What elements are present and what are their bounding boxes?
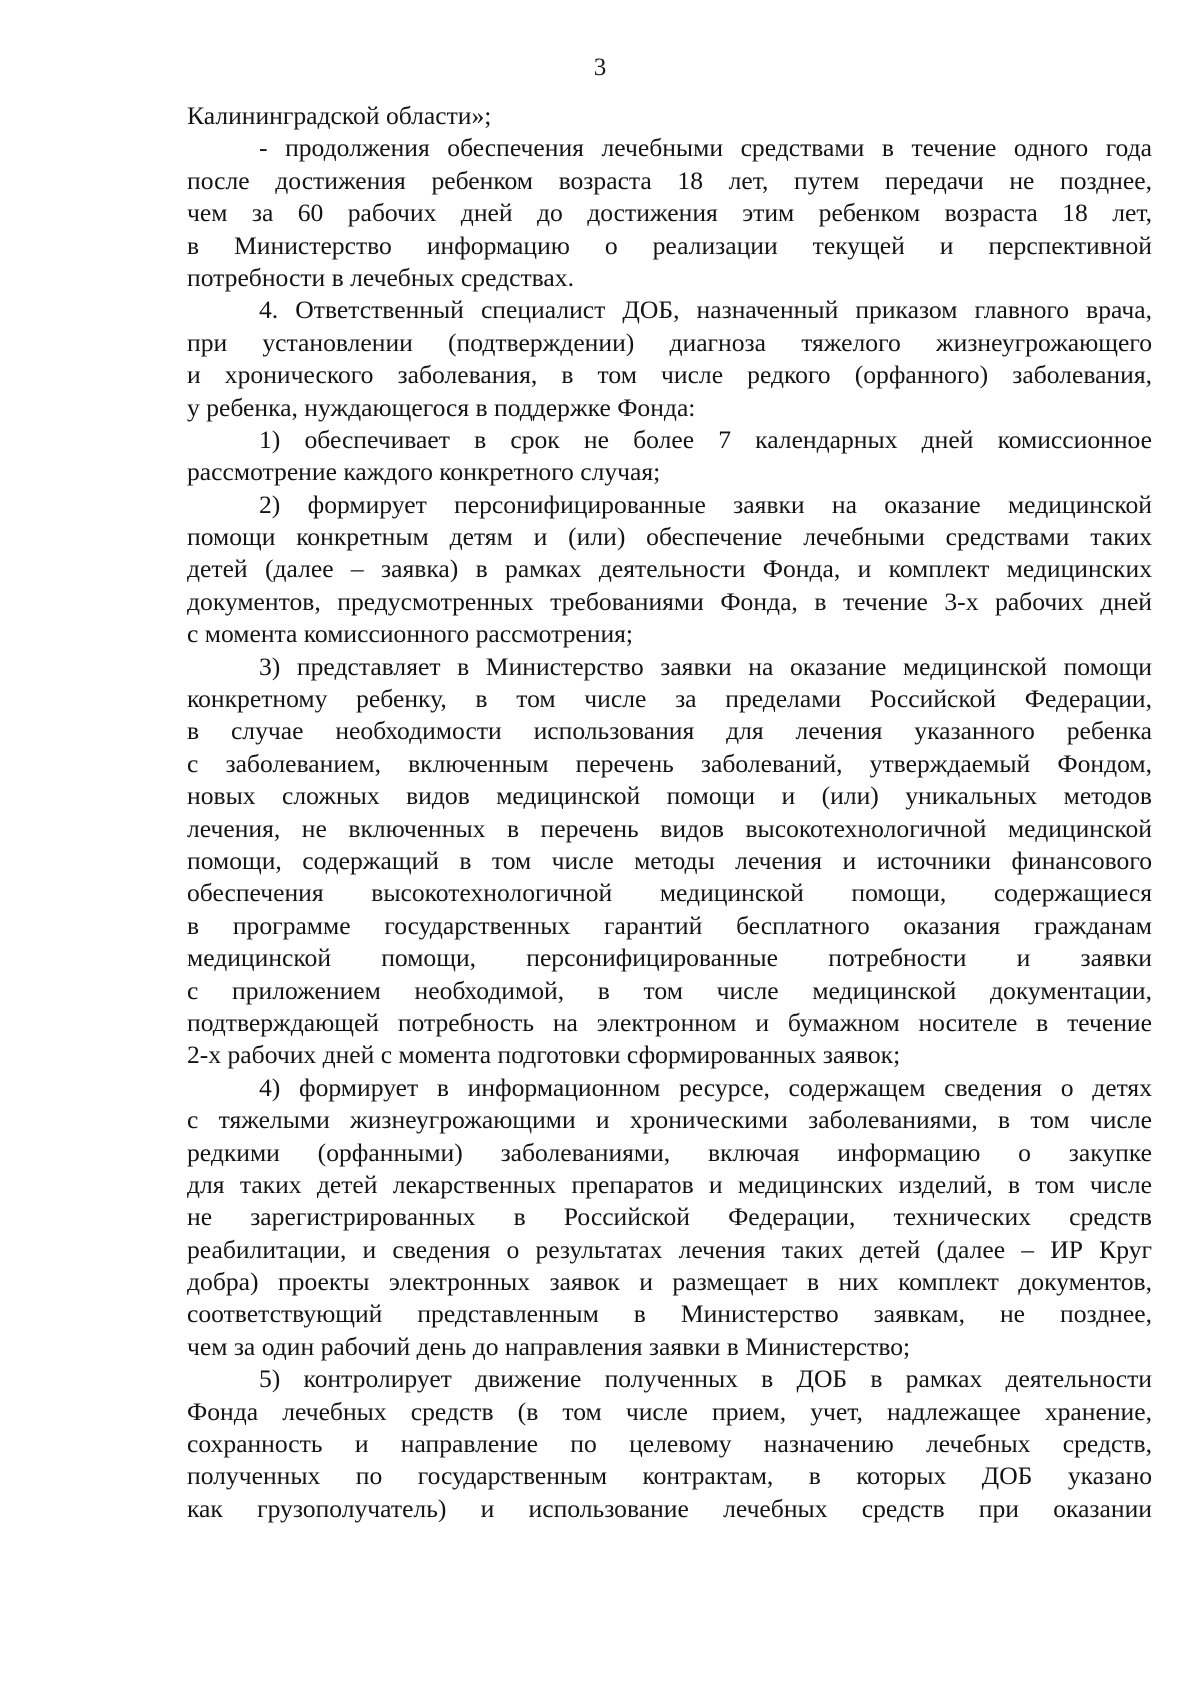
text-line: помощи, содержащий в том числе методы лечения и источники финансового: [187, 845, 1152, 875]
text-line: Фонда лечебных средств (в том числе прием, учет, надлежащее хранение,: [187, 1396, 1152, 1426]
text-line: и хронического заболевания, в том числе редкого (орфанного) заболевания,: [187, 360, 1152, 390]
text-line: в программе государственных гарантий бесплатного оказания гражданам: [187, 910, 1152, 940]
text-line: обеспечения высокотехнологичной медицинской помощи, содержащиеся: [187, 878, 1152, 908]
text-line: полученных по государственным контрактам, в которых ДОБ указано: [187, 1461, 1152, 1491]
page-number: 3: [593, 54, 607, 81]
text-line: добра) проекты электронных заявок и размещает в них комплект документов,: [187, 1267, 1152, 1297]
text-line: детей (далее – заявка) в рамках деятельности Фонда, и комплект медицинских: [187, 554, 1152, 584]
paragraph-first-line: - продолжения обеспечения лечебными средствами в течение одного года: [259, 133, 1152, 163]
text-line: чем за один рабочий день до направления заявки в Министерство;: [187, 1331, 911, 1361]
text-line: чем за 60 рабочих дней до достижения этим ребенком возраста 18 лет,: [187, 198, 1152, 228]
paragraph-first-line: 3) представляет в Министерство заявки на оказание медицинской помощи: [259, 651, 1152, 681]
text-line: реабилитации, и сведения о результатах лечения таких детей (далее – ИР Круг: [187, 1234, 1152, 1264]
text-line: Калининградской области»;: [187, 101, 492, 130]
text-line: конкретному ребенку, в том числе за пределами Российской Федерации,: [187, 684, 1152, 714]
text-line: рассмотрение каждого конкретного случая;: [187, 457, 661, 487]
text-line: для таких детей лекарственных препаратов и медицинских изделий, в том числе: [187, 1169, 1152, 1199]
paragraph-first-line: 1) обеспечивает в срок не более 7 календарных дней комиссионное: [259, 424, 1152, 454]
text-line: в Министерство информацию о реализации текущей и перспективной: [187, 230, 1152, 260]
paragraph-first-line: 4) формирует в информационном ресурсе, содержащем сведения о детях: [259, 1072, 1152, 1102]
text-line: при установлении (подтверждении) диагноза тяжелого жизнеугрожающего: [187, 327, 1152, 357]
text-line: с заболеванием, включенным перечень заболеваний, утверждаемый Фондом,: [187, 748, 1152, 778]
text-line: помощи конкретным детям и (или) обеспечение лечебными средствами таких: [187, 522, 1152, 552]
text-line: с приложением необходимой, в том числе медицинской документации,: [187, 975, 1152, 1005]
text-line: соответствующий представленным в Министерство заявкам, не позднее,: [187, 1299, 1152, 1329]
text-line: после достижения ребенком возраста 18 лет, путем передачи не позднее,: [187, 165, 1152, 195]
text-line: новых сложных видов медицинской помощи и (или) уникальных методов: [187, 781, 1152, 811]
text-line: сохранность и направление по целевому назначению лечебных средств,: [187, 1429, 1152, 1459]
text-line: у ребенка, нуждающегося в поддержке Фонда:: [187, 392, 696, 422]
text-line: в случае необходимости использования для лечения указанного ребенка: [187, 716, 1152, 746]
text-line: как грузополучатель) и использование лечебных средств при оказании: [187, 1493, 1152, 1523]
text-line: документов, предусмотренных требованиями Фонда, в течение 3-х рабочих дней: [187, 586, 1152, 616]
text-line: потребности в лечебных средствах.: [187, 262, 574, 292]
text-line: подтверждающей потребность на электронном и бумажном носителе в течение: [187, 1007, 1152, 1037]
paragraph-first-line: 4. Ответственный специалист ДОБ, назначенный приказом главного врача,: [259, 295, 1152, 325]
text-line: редкими (орфанными) заболеваниями, включая информацию о закупке: [187, 1137, 1152, 1167]
text-line: 2-х рабочих дней с момента подготовки сформированных заявок;: [187, 1040, 901, 1070]
paragraph-first-line: 5) контролирует движение полученных в ДОБ в рамках деятельности: [259, 1364, 1152, 1394]
text-line: с тяжелыми жизнеугрожающими и хроническими заболеваниями, в том числе: [187, 1105, 1152, 1135]
text-line: медицинской помощи, персонифицированные потребности и заявки: [187, 943, 1152, 973]
text-line: не зарегистрированных в Российской Федерации, технических средств: [187, 1202, 1152, 1232]
text-line: с момента комиссионного рассмотрения;: [187, 619, 634, 649]
text-line: лечения, не включенных в перечень видов высокотехнологичной медицинской: [187, 813, 1152, 843]
paragraph-first-line: 2) формирует персонифицированные заявки на оказание медицинской: [259, 489, 1152, 519]
document-body: [187, 100, 1152, 1525]
